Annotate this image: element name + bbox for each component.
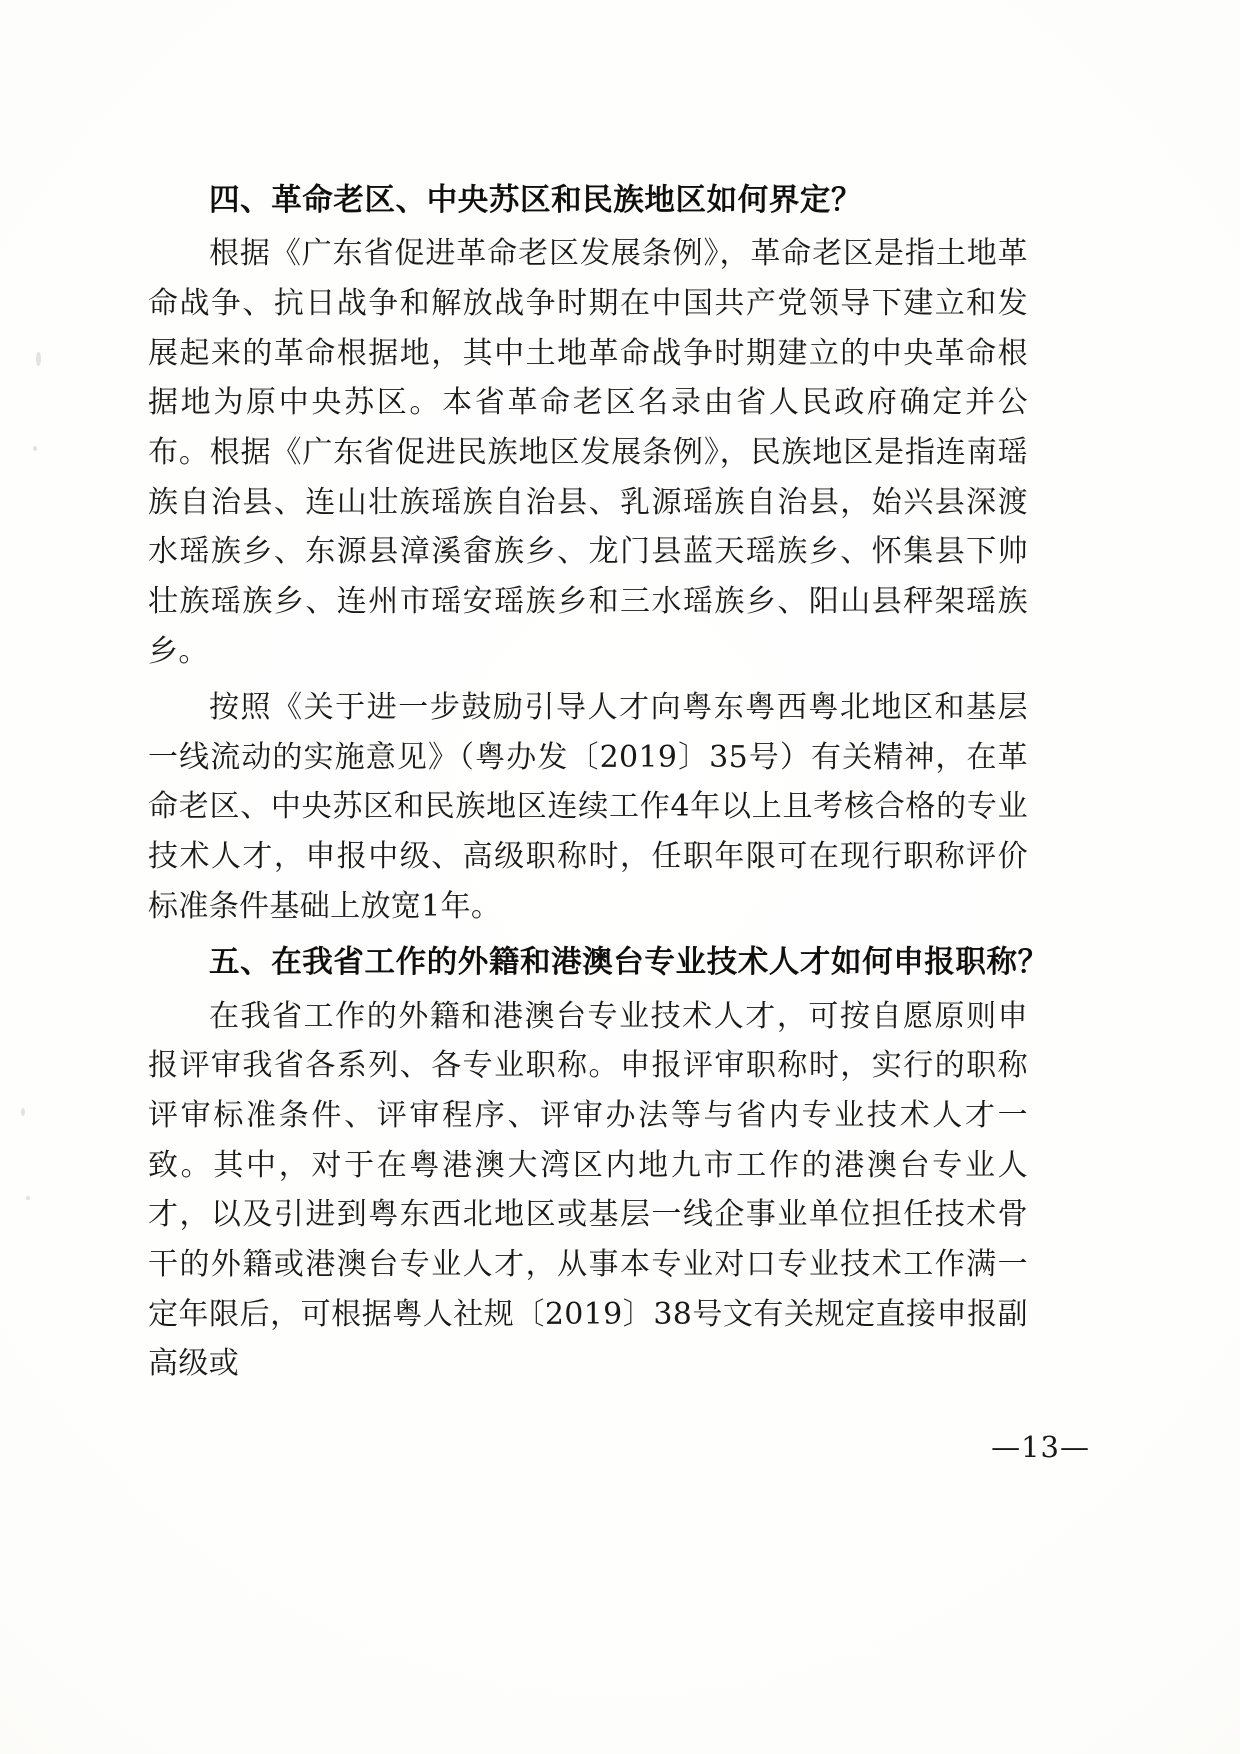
scan-speck	[26, 1196, 30, 1200]
paragraph-title-relaxation-policy: 按照《关于进一步鼓励引导人才向粤东粤西粤北地区和基层一线流动的实施意见》（粤办发〔2019〕35号）有关精神，在革命老区、中央苏区和民族地区连续工作4年以上且考核合格的专业技术人才，申报中级、高级职称时，任职年限可在现行职称评价标准条件基础上放宽1年。	[148, 690, 1028, 924]
paragraph-definition-old-revolutionary-areas: 根据《广东省促进革命老区发展条例》，革命老区是指土地革命战争、抗日战争和解放战争时期在中国共产党领导下建立和发展起来的革命根据地，其中土地革命战争时期建立的中央革命根据地为原中央苏区。本省革命老区名录由省人民政府确定并公布。根据《广东省促进民族地区发展条例》，民族地区是指连南瑶族自治县、连山壮族瑶族自治县、乳源瑶族自治县，始兴县深渡水瑶族乡、东源县漳溪畲族乡、龙门县蓝天瑶族乡、怀集县下帅壮族瑶族乡、连州市瑶安瑶族乡和三水瑶族乡、阳山县秤架瑶族乡。	[148, 236, 1028, 669]
document-body	[148, 176, 1049, 1389]
scan-speck	[36, 352, 41, 366]
section-heading-five: 五、在我省工作的外籍和港澳台专业技术人才如何申报职称？	[209, 945, 1049, 981]
paragraph-foreign-hk-macao-taiwan-application: 在我省工作的外籍和港澳台专业技术人才，可按自愿原则申报评审我省各系列、各专业职称。申报评审职称时，实行的职称评审标准条件、评审程序、评审办法等与省内专业技术人才一致。其中，对于在粤港澳大湾区内地九市工作的港澳台专业人才，以及引进到粤东西北地区或基层一线企事业单位担任技术骨干的外籍或港澳台专业人才，从事本专业对口专业技术工作满一定年限后，可根据粤人社规〔2019〕38号文有关规定直接申报副高级或	[148, 998, 1028, 1382]
scan-speck	[21, 1108, 25, 1116]
scan-speck	[33, 446, 37, 451]
section-heading-four: 四、革命老区、中央苏区和民族地区如何界定？	[209, 183, 863, 218]
page-number: —13—	[991, 1430, 1090, 1464]
